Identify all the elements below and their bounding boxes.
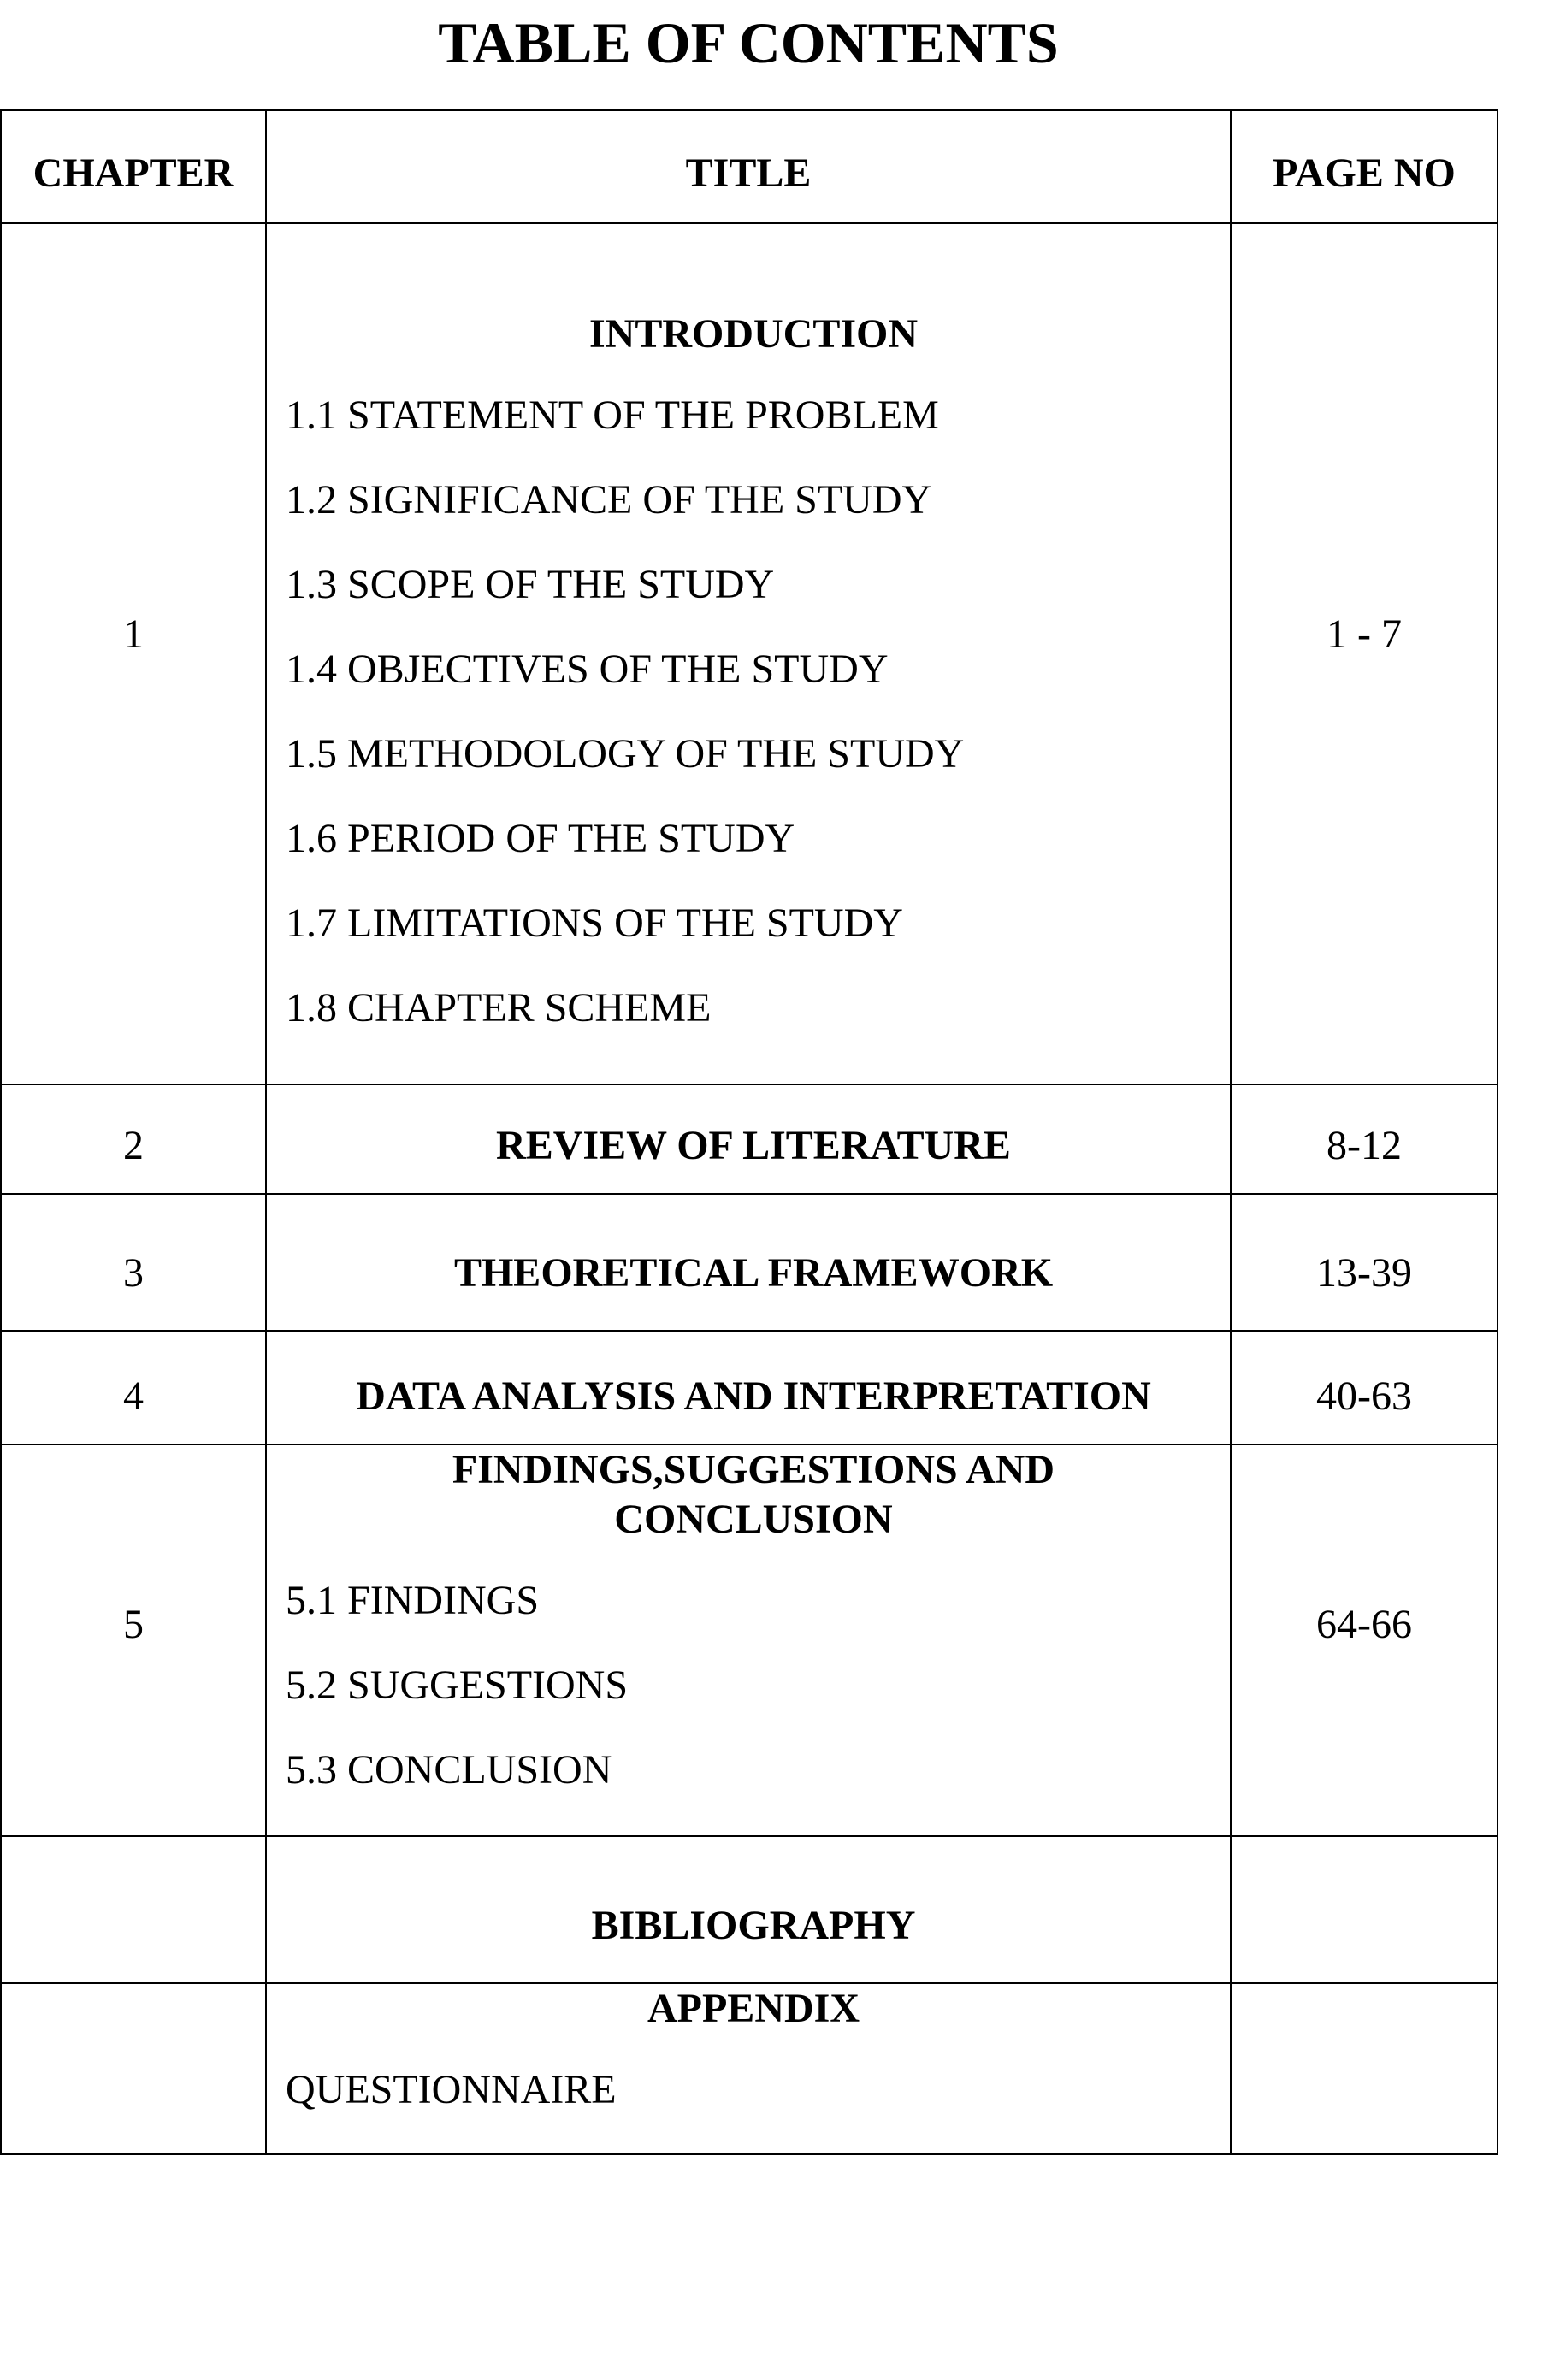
title-column-header: TITLE [266,110,1231,223]
subsection-item: 5.1 FINDINGS [286,1578,540,1623]
chapter-heading: REVIEW OF LITERATURE [266,1084,1231,1194]
subsection-list [286,390,1221,1034]
subsection-list [286,1575,1221,1796]
table-row [1,1983,1498,2154]
page-range: 1 - 7 [1231,223,1498,1084]
subsection-item: 1.6 PERIOD OF THE STUDY [286,816,795,861]
page-range: 64-66 [1231,1444,1498,1836]
chapter-number [1,1836,266,1983]
chapter-heading-line-1: FINDINGS,SUGGESTIONS AND [452,1447,1055,1492]
subsection-item: 1.2 SIGNIFICANCE OF THE STUDY [286,477,932,523]
subsection-item: 5.2 SUGGESTIONS [286,1662,629,1708]
page-range [1231,1983,1498,2154]
page-range: 8-12 [1231,1084,1498,1194]
chapter-heading: DATA ANALYSIS AND INTERPRETATION [266,1331,1231,1444]
page-range: 13-39 [1231,1194,1498,1331]
subsection-list [286,2064,1221,2116]
chapter-number: 1 [1,223,266,1084]
subsection-item: 5.3 CONCLUSION [286,1747,612,1792]
subsection-item: 1.3 SCOPE OF THE STUDY [286,562,775,607]
bibliography-heading: BIBLIOGRAPHY [266,1836,1231,1983]
table-row [1,223,1498,1084]
chapter-number: 5 [1,1444,266,1836]
table-of-contents [0,109,1498,2155]
chapter-column-header: CHAPTER [1,110,266,223]
table-row [1,1194,1498,1331]
subsection-item: 1.5 METHODOLOGY OF THE STUDY [286,731,965,777]
subsection-item: 1.1 STATEMENT OF THE PROBLEM [286,393,939,438]
chapter-number: 4 [1,1331,266,1444]
chapter-heading: THEORETICAL FRAMEWORK [266,1194,1231,1331]
table-row [1,1836,1498,1983]
page-range [1231,1836,1498,1983]
page-range: 40-63 [1231,1331,1498,1444]
page-title: TABLE OF CONTENTS [438,10,1059,75]
subsection-item: 1.8 CHAPTER SCHEME [286,985,712,1031]
chapter-number: 2 [1,1084,266,1194]
subsection-item: 1.4 OBJECTIVES OF THE STUDY [286,647,889,692]
chapter-number: 3 [1,1194,266,1331]
table-row [1,1444,1498,1836]
header-row [1,110,1498,223]
chapter-number [1,1983,266,2154]
table-row [1,1084,1498,1194]
chapter-heading: INTRODUCTION [588,311,919,357]
subsection-item: QUESTIONNAIRE [286,2067,617,2112]
chapter-heading-line-2: CONCLUSION [614,1497,893,1542]
appendix-title-cell [266,1983,1231,2154]
subsection-item: 1.7 LIMITATIONS OF THE STUDY [286,901,903,946]
chapter-title-cell [266,223,1231,1084]
chapter-title-cell [266,1444,1231,1836]
table-row [1,1331,1498,1444]
page-no-column-header: PAGE NO [1231,110,1498,223]
appendix-heading: APPENDIX [647,1986,860,2031]
